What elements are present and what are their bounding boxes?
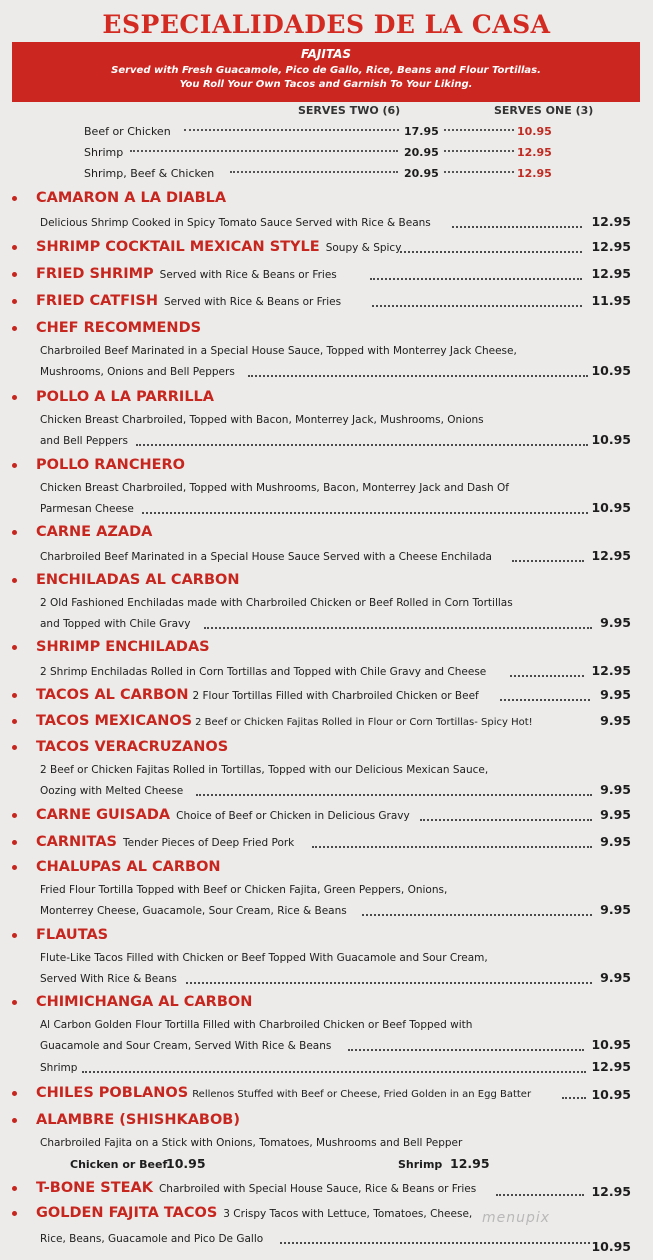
bullet-icon — [12, 719, 17, 724]
bullet-icon — [12, 1000, 17, 1005]
item-title: CHIMICHANGA AL CARBON — [36, 994, 253, 1010]
item-title — [36, 687, 479, 703]
item-title: CAMARON A LA DIABLA — [36, 190, 227, 206]
fajitas-banner — [12, 42, 640, 102]
fajitas-description-2: You Roll Your Own Tacos and Garnish To Your Liking. — [179, 79, 473, 90]
dot-leader — [370, 278, 582, 280]
item-title: CARNE AZADA — [36, 524, 153, 540]
item-price: 11.95 — [591, 293, 631, 308]
item-inline-description: Charbroiled with Special House Sauce, Rice & Beans or Fries — [158, 1183, 477, 1195]
item-title-text: CHILES POBLANOS — [36, 1085, 189, 1101]
item-price: 10.95 — [591, 1037, 631, 1052]
item-title-text: T-BONE STEAK — [36, 1180, 153, 1196]
dot-leader — [130, 150, 398, 152]
dot-leader — [400, 251, 582, 253]
item-title — [36, 293, 341, 309]
item-price: 12.95 — [591, 548, 631, 563]
dot-leader — [420, 819, 592, 821]
item-price: 9.95 — [600, 902, 631, 917]
dot-leader — [444, 150, 514, 152]
item-inline-description: Soupy & Spicy — [325, 242, 402, 254]
dot-leader — [348, 1049, 584, 1051]
bullet-icon — [12, 272, 17, 277]
item-title-text: GOLDEN FAJITA TACOS — [36, 1205, 218, 1221]
item-title — [36, 239, 401, 255]
fajitas-description-1: Served with Fresh Guacamole, Pico de Gallo, Rice, Beans and Flour Tortillas. — [111, 65, 541, 76]
dot-leader — [142, 512, 588, 514]
item-inline-description: Served with Rice & Beans or Fries — [159, 269, 337, 281]
item-price: 9.95 — [600, 807, 631, 822]
bullet-icon — [12, 933, 17, 938]
dot-leader — [312, 846, 592, 848]
dot-leader — [230, 171, 398, 173]
item-price: 9.95 — [600, 834, 631, 849]
item-price: 10.95 — [591, 432, 631, 447]
dot-leader — [248, 375, 588, 377]
item-title: ALAMBRE (SHISHKABOB) — [36, 1112, 240, 1128]
fajita-price-two: 17.95 — [404, 125, 439, 138]
fajita-label: Shrimp, Beef & Chicken — [84, 167, 215, 180]
dot-leader — [136, 444, 588, 446]
item-title — [36, 807, 410, 823]
fajita-price-one: 10.95 — [517, 125, 552, 138]
bullet-icon — [12, 578, 17, 583]
item-title-text: FRIED SHRIMP — [36, 266, 154, 282]
item-price: 9.95 — [600, 970, 631, 985]
item-description: Monterrey Cheese, Guacamole, Sour Cream, Rice & Beans — [40, 905, 347, 917]
dot-leader — [452, 226, 582, 228]
item-description: Fried Flour Tortilla Topped with Beef or Chicken Fajita, Green Peppers, Onions, — [40, 884, 448, 896]
dot-leader — [204, 627, 592, 629]
item-price: 12.95 — [591, 214, 631, 229]
dot-leader — [496, 1194, 584, 1196]
item-title: CHALUPAS AL CARBON — [36, 859, 221, 875]
bullet-icon — [12, 245, 17, 250]
bullet-icon — [12, 865, 17, 870]
item-price: 10.95 — [591, 1087, 631, 1102]
option-label: Chicken or Beef — [70, 1158, 168, 1171]
item-title-text: CARNE GUISADA — [36, 807, 171, 823]
item-price: 12.95 — [591, 663, 631, 678]
bullet-icon — [12, 645, 17, 650]
bullet-icon — [12, 813, 17, 818]
fajitas-title: FAJITAS — [300, 47, 352, 61]
item-inline-description: Rellenos Stuffed with Beef or Cheese, Fried Golden in an Egg Batter — [192, 1089, 532, 1100]
item-title — [36, 266, 337, 282]
item-title: ENCHILADAS AL CARBON — [36, 572, 240, 588]
item-inline-description: Tender Pieces of Deep Fried Pork — [123, 837, 295, 849]
dot-leader — [362, 914, 592, 916]
bullet-icon — [12, 1118, 17, 1123]
item-description: Served With Rice & Beans — [40, 973, 177, 985]
item-description: and Bell Peppers — [40, 435, 128, 447]
item-inline-description: Choice of Beef or Chicken in Delicious Gravy — [176, 810, 410, 822]
bullet-icon — [12, 463, 17, 468]
bullet-icon — [12, 299, 17, 304]
option-label: Shrimp — [398, 1158, 443, 1171]
fajita-price-one: 12.95 — [517, 146, 552, 159]
dot-leader — [512, 560, 584, 562]
dot-leader — [186, 982, 592, 984]
item-price: 9.95 — [600, 713, 631, 728]
item-title — [36, 834, 294, 850]
dot-leader — [184, 129, 399, 131]
bullet-icon — [12, 395, 17, 400]
dot-leader — [500, 699, 590, 701]
item-title: TACOS VERACRUZANOS — [36, 739, 229, 755]
item-extra-price: 12.95 — [591, 1059, 631, 1074]
item-title: FLAUTAS — [36, 927, 109, 943]
item-price: 10.95 — [591, 1239, 631, 1254]
dot-leader — [196, 794, 592, 796]
fajita-price-two: 20.95 — [404, 146, 439, 159]
item-title — [36, 1205, 472, 1221]
item-price: 9.95 — [600, 782, 631, 797]
dot-leader — [562, 1097, 586, 1099]
fajita-row — [84, 167, 564, 185]
dot-leader — [510, 675, 584, 677]
bullet-icon — [12, 1186, 17, 1191]
item-title: POLLO A LA PARRILLA — [36, 389, 215, 405]
item-description: Flute-Like Tacos Filled with Chicken or Beef Topped With Guacamole and Sour Cream, — [40, 952, 488, 964]
item-title: POLLO RANCHERO — [36, 457, 185, 473]
fajita-row — [84, 125, 564, 143]
serves-two-header: SERVES TWO (6) — [298, 104, 401, 117]
item-title-text: TACOS MEXICANOS — [36, 713, 193, 729]
item-title — [36, 1180, 476, 1196]
serves-one-header: SERVES ONE (3) — [494, 104, 594, 117]
item-inline-description: 2 Beef or Chicken Fajitas Rolled in Flour or Corn Tortillas- Spicy Hot! — [195, 717, 533, 728]
dot-leader — [444, 171, 514, 173]
item-description: 2 Old Fashioned Enchiladas made with Charbroiled Chicken or Beef Rolled in Corn Tortillas — [40, 597, 513, 609]
bullet-icon — [12, 1211, 17, 1216]
item-title: SHRIMP ENCHILADAS — [36, 639, 210, 655]
item-inline-description: 2 Flour Tortillas Filled with Charbroiled Chicken or Beef — [192, 690, 479, 702]
item-title: CHEF RECOMMENDS — [36, 320, 202, 336]
dot-leader — [82, 1071, 586, 1073]
page-title: ESPECIALIDADES DE LA CASA — [102, 10, 551, 39]
item-price: 9.95 — [600, 615, 631, 630]
item-description: Guacamole and Sour Cream, Served With Rice & Beans — [40, 1040, 332, 1052]
bullet-icon — [12, 693, 17, 698]
item-description: Chicken Breast Charbroiled, Topped with Mushrooms, Bacon, Monterrey Jack and Dash Of — [40, 482, 509, 494]
item-title — [36, 1085, 531, 1101]
fajita-label: Beef or Chicken — [84, 125, 171, 138]
bullet-icon — [12, 840, 17, 845]
fajita-price-two: 20.95 — [404, 167, 439, 180]
bullet-icon — [12, 326, 17, 331]
item-price: 10.95 — [591, 363, 631, 378]
item-description: Chicken Breast Charbroiled, Topped with Bacon, Monterrey Jack, Mushrooms, Onions — [40, 414, 484, 426]
item-description: and Topped with Chile Gravy — [40, 618, 191, 630]
option-price: 12.95 — [450, 1156, 490, 1171]
item-price: 10.95 — [591, 500, 631, 515]
item-description: Al Carbon Golden Flour Tortilla Filled with Charbroiled Chicken or Beef Topped with — [40, 1019, 473, 1031]
dot-leader — [372, 305, 582, 307]
item-price: 9.95 — [600, 687, 631, 702]
item-description: 2 Shrimp Enchiladas Rolled in Corn Tortillas and Topped with Chile Gravy and Cheese — [40, 666, 487, 678]
fajita-row — [84, 146, 564, 164]
bullet-icon — [12, 1091, 17, 1096]
item-price: 12.95 — [591, 266, 631, 281]
item-description: Charbroiled Fajita on a Stick with Onions, Tomatoes, Mushrooms and Bell Pepper — [40, 1137, 463, 1149]
item-extra-label: Shrimp — [40, 1062, 78, 1074]
item-description: 2 Beef or Chicken Fajitas Rolled in Tortillas, Topped with our Delicious Mexican Sauce, — [40, 764, 489, 776]
item-description: Charbroiled Beef Marinated in a Special House Sauce Served with a Cheese Enchilada — [40, 551, 492, 563]
item-title — [36, 713, 533, 729]
dot-leader — [444, 129, 514, 131]
item-inline-description: 3 Crispy Tacos with Lettuce, Tomatoes, Cheese, — [223, 1208, 473, 1220]
item-description: Delicious Shrimp Cooked in Spicy Tomato Sauce Served with Rice & Beans — [40, 217, 431, 229]
fajita-price-one: 12.95 — [517, 167, 552, 180]
item-description: Charbroiled Beef Marinated in a Special House Sauce, Topped with Monterrey Jack Cheese, — [40, 345, 517, 357]
item-title-text: TACOS AL CARBON — [36, 687, 189, 703]
fajita-label: Shrimp — [84, 146, 124, 159]
bullet-icon — [12, 530, 17, 535]
bullet-icon — [12, 196, 17, 201]
item-description: Mushrooms, Onions and Bell Peppers — [40, 366, 235, 378]
item-price: 12.95 — [591, 1184, 631, 1199]
option-price: 10.95 — [166, 1156, 206, 1171]
item-description: Parmesan Cheese — [40, 503, 134, 515]
watermark-logo: menupix — [482, 1210, 551, 1226]
item-title-text: FRIED CATFISH — [36, 293, 158, 309]
item-price: 12.95 — [591, 239, 631, 254]
item-description: Rice, Beans, Guacamole and Pico De Gallo — [40, 1233, 264, 1245]
item-title-text: CARNITAS — [36, 834, 117, 850]
item-title-text: SHRIMP COCKTAIL MEXICAN STYLE — [36, 239, 320, 255]
item-inline-description: Served with Rice & Beans or Fries — [163, 296, 342, 308]
item-description: Oozing with Melted Cheese — [40, 785, 184, 797]
dot-leader — [280, 1242, 590, 1244]
bullet-icon — [12, 745, 17, 750]
